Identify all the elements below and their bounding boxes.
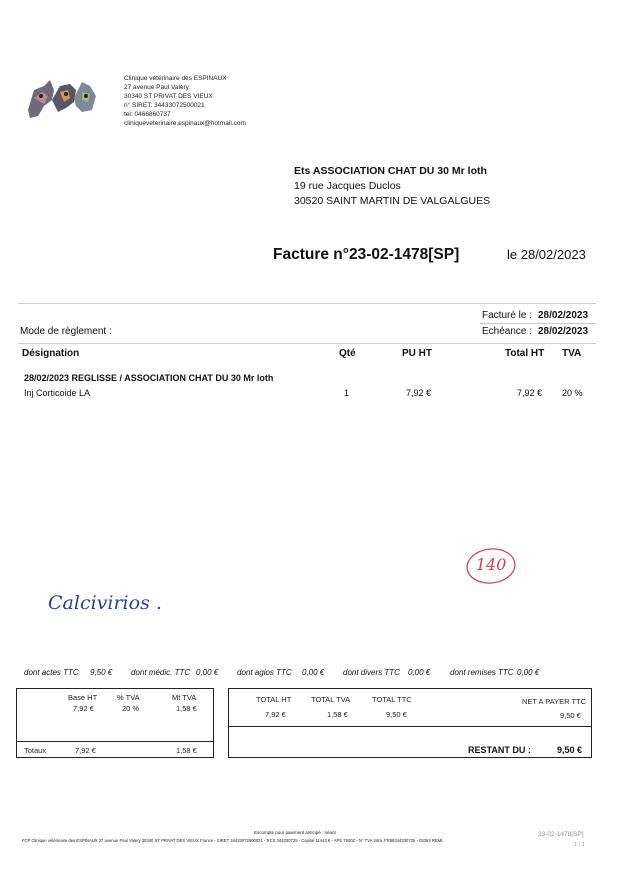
- billed-value: 28/02/2023: [538, 310, 589, 321]
- total-ht: 7,92 €: [265, 710, 286, 719]
- total-tva: 1,58 €: [327, 710, 348, 719]
- agios-value: 0,00 €: [302, 668, 325, 677]
- vat-totals-label: Totaux: [24, 746, 47, 755]
- row-pu: 7,92 €: [406, 388, 432, 398]
- invoice-date: le 28/02/2023: [507, 247, 586, 262]
- table-top-divider: [18, 343, 596, 344]
- remises-label: dont remises TTC: [450, 668, 514, 677]
- restant-value: 9,50 €: [557, 745, 583, 755]
- subtotal-line: [24, 668, 604, 680]
- invoice-title: Facture n°23-02-1478[SP]: [273, 246, 460, 263]
- vat-totals-amount: 1,58 €: [176, 746, 197, 755]
- recipient-name: Ets ASSOCIATION CHAT DU 30 Mr loth: [294, 165, 487, 177]
- actes-label: dont actes TTC: [24, 668, 79, 677]
- vat-amount-label: Mt TVA: [172, 693, 197, 702]
- recipient-street: 19 rue Jacques Duclos: [294, 180, 401, 192]
- net-label: NET A PAYER TTC: [522, 697, 587, 706]
- actes-value: 9,50 €: [90, 668, 113, 677]
- net-value: 9,50 €: [560, 711, 581, 720]
- row-total: 7,92 €: [517, 388, 543, 398]
- footer-ref: 23-02-1478[SP]: [538, 831, 584, 838]
- circled-number-text: 140: [475, 555, 507, 574]
- totals-box-divider: [228, 726, 592, 727]
- vat-rate-label: % TVA: [117, 693, 140, 702]
- clinic-logo: [24, 76, 100, 122]
- clinic-email: cliniqueveterinaire.espinaux@hotmail.com: [124, 120, 246, 127]
- divers-label: dont divers TTC: [343, 668, 400, 677]
- clinic-name: Clinique vétérinaire des ESPINAUX: [124, 75, 227, 82]
- total-ttc: 9,50 €: [386, 710, 407, 719]
- col-tva: TVA: [562, 348, 582, 359]
- dates-divider: [480, 323, 596, 324]
- handwritten-note: Calcivirios .: [48, 592, 162, 614]
- total-ttc-label: TOTAL TTC: [372, 695, 412, 704]
- footer-escompte: Escompte pour paiement anticipé : néant: [254, 830, 336, 835]
- due-label: Echéance :: [482, 326, 533, 337]
- medic-value: 0,00 €: [196, 668, 219, 677]
- header-divider: [18, 303, 596, 304]
- vat-base-label: Base HT: [68, 693, 98, 702]
- footer-page: 1 / 1: [574, 842, 585, 848]
- vat-base: 7,92 €: [73, 704, 94, 713]
- circled-number: [464, 546, 518, 586]
- clinic-siret: n° SIRET: 34433072500021: [124, 102, 205, 109]
- due-value: 28/02/2023: [538, 326, 589, 337]
- billed-label: Facturé le :: [482, 310, 533, 321]
- remises-value: 0,00 €: [517, 668, 540, 677]
- footer-legal: FCP Clinique vétérinaire des ESPINAUX 27 avenue Paul Valery 30340 ST PRIVAT DES VIEUX France - SIRET 34433072500021 - RCS 344330725 - Capital 11443 € - APE 7500Z - N° TVA Intra. FR96344330725 - 03363 REMc: [22, 838, 444, 843]
- row-designation: Inj Corticoide LA: [24, 388, 91, 398]
- total-ht-label: TOTAL HT: [256, 695, 292, 704]
- group-title: 28/02/2023 REGLISSE / ASSOCIATION CHAT DU 30 Mr loth: [24, 373, 274, 383]
- medic-label: dont médic. TTC: [131, 668, 191, 677]
- vat-box-divider: [16, 741, 214, 742]
- vat-amount: 1,58 €: [176, 704, 197, 713]
- recipient-city: 30520 SAINT MARTIN DE VALGALGUES: [294, 195, 491, 207]
- col-total: Total HT: [505, 348, 545, 359]
- col-qty: Qté: [339, 348, 356, 359]
- vat-rate: 20 %: [122, 704, 140, 713]
- row-tva: 20 %: [562, 388, 583, 398]
- col-designation: Désignation: [22, 348, 80, 359]
- divers-value: 0,00 €: [408, 668, 431, 677]
- agios-label: dont agios TTC: [237, 668, 292, 677]
- total-tva-label: TOTAL TVA: [311, 695, 351, 704]
- vat-totals-base: 7,92 €: [75, 746, 96, 755]
- clinic-tel: tel: 0466860737: [124, 111, 171, 118]
- clinic-street: 27 avenue Paul Valery: [124, 84, 189, 91]
- recipient-block: [294, 164, 594, 209]
- restant-label: RESTANT DU :: [468, 745, 531, 755]
- payment-mode: Mode de règlement :: [20, 326, 112, 337]
- col-pu: PU HT: [402, 348, 432, 359]
- clinic-info: [124, 74, 324, 128]
- row-qty: 1: [344, 388, 350, 398]
- clinic-city: 30340 ST PRIVAT DES VIEUX: [124, 93, 213, 100]
